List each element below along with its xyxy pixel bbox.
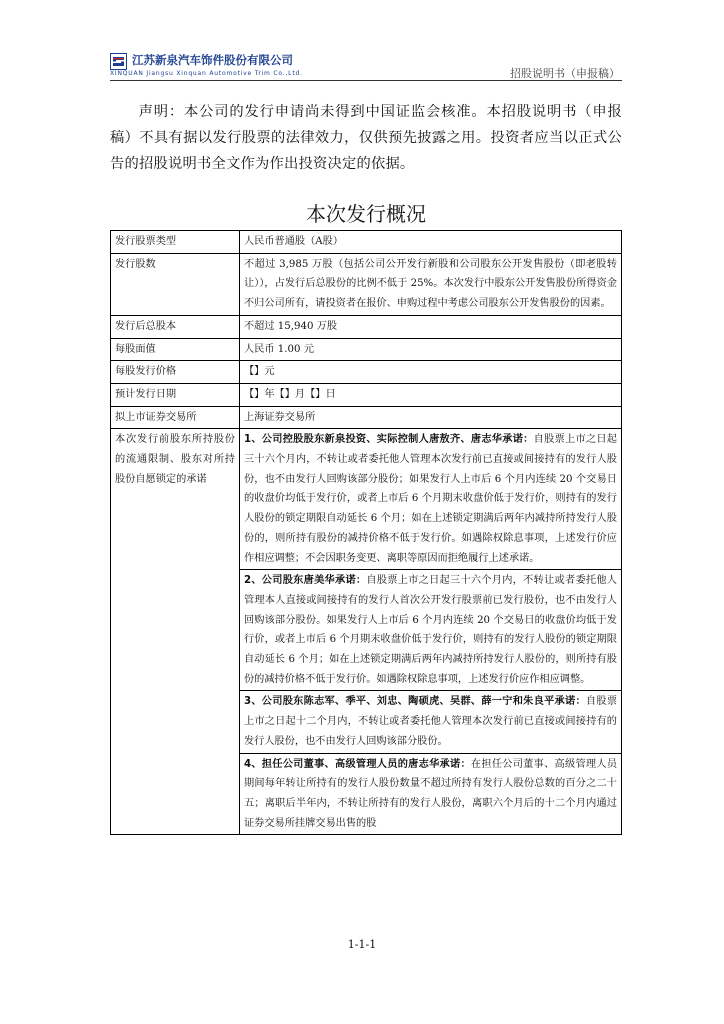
- commitment-title: 4、担任公司董事、高级管理人员的唐志华承诺：: [244, 758, 471, 770]
- commitment-item: [240, 690, 621, 751]
- row-label: 发行股票类型: [111, 231, 240, 254]
- row-label: 拟上市证券交易所: [111, 406, 240, 429]
- header-rule: [110, 80, 622, 81]
- xinquan-logo-icon: [110, 53, 127, 70]
- table-row: [111, 315, 622, 338]
- row-value: 不超过 3,985 万股（包括公司公开发行新股和公司股东公开发售股份（即老股转让）），占发行后总股份的比例不低于 25%。本次发行中股东公开发售股份所得资金不归公司所有，请投资者在报价、申购过程中考虑公司股东公开发售股份的因素。: [240, 253, 622, 315]
- row-value: 【】年【】月【】日: [240, 383, 622, 406]
- company-name-cn: 江苏新泉汽车饰件股份有限公司: [132, 53, 293, 67]
- row-label: 发行后总股本: [111, 315, 240, 338]
- row-label: 发行股数: [111, 253, 240, 315]
- disclaimer-statement: 声明：本公司的发行申请尚未得到中国证监会核准。本招股说明书（申报稿）不具有据以发行股票的法律效力，仅供预先披露之用。投资者应当以正式公告的招股说明书全文作为作出投资决定的依据。: [110, 104, 622, 172]
- commitment-title: 3、公司股东陈志军、季平、刘忠、陶硕虎、吴群、薛一宁和朱良平承诺：: [244, 696, 586, 708]
- page-header: [110, 50, 622, 82]
- commitment-body: 自股票上市之日起三十六个月内，不转让或者委托他人管理本人直接或间接持有的发行人首次公开发行股票前已发行股份，也不由发行人回购该部分股份。如果发行人上市后 6 个月内连续 20 个交易日的收盘价均低于发行价，或者上市后 6 个月期末收盘价低于发行价，则持有的发行人股份的锁定期限自动延长 6 个月；如在上述锁定期满后两年内减持所持发行人股份的，则所持有股份的减持价格不低于发行价。如遇除权除息事项，上述发行价应作相应调整。: [244, 575, 617, 685]
- row-value: 人民币普通股（A股）: [240, 231, 622, 254]
- section-title: 本次发行概况: [306, 202, 426, 226]
- row-label: 每股面值: [111, 338, 240, 361]
- table-row: [111, 406, 622, 429]
- commitment-body: 在担任公司董事、高级管理人员期间每年转让所持有的发行人股份数量不超过所持有发行人股份总数的百分之二十五；离职后半年内，不转让所持有的发行人股份，离职六个月后的十二个月内通过证券交易所挂牌交易出售的股: [244, 758, 618, 829]
- offering-overview-table: [110, 230, 622, 835]
- table-row: [111, 361, 622, 384]
- commitment-item: [240, 569, 621, 689]
- commitment-item: [240, 753, 621, 834]
- row-label: 本次发行前股东所持股份的流通限制、股东对所持股份自愿锁定的承诺: [111, 429, 240, 835]
- commitment-title: 2、公司股东唐美华承诺：: [244, 575, 367, 587]
- commitment-item: [244, 430, 617, 568]
- table-row: [111, 338, 622, 361]
- commitment-title: 1、公司控股股东新泉投资、实际控制人唐敖齐、唐志华承诺：: [244, 434, 534, 446]
- row-value: 上海证券交易所: [240, 406, 622, 429]
- row-value: [240, 429, 622, 835]
- row-value: 人民币 1.00 元: [240, 338, 622, 361]
- table-row: [111, 383, 622, 406]
- page-number: 1-1-1: [347, 938, 377, 951]
- table-row: [111, 231, 622, 254]
- row-label: 预计发行日期: [111, 383, 240, 406]
- row-label: 每股发行价格: [111, 361, 240, 384]
- commitment-body: 自股票上市之日起十二个月内，不转让或者委托他人管理本次发行前已直接或间接持有的发行人股份，也不由发行人回购该部分股份。: [244, 696, 618, 747]
- row-value: 【】元: [240, 361, 622, 384]
- commitment-body: 自股票上市之日起三十六个月内，不转让或者委托他人管理本次发行前已直接或间接持有的发行人股份，也不由发行人回购该部分股份；如果发行人上市后 6 个月内连续 20 个交易日的收盘价均低于发行价，或者上市后 6 个月期末收盘价低于发行价，则持有的发行人股份的锁定期限自动延长 6 个月；如在上述锁定期满后两年内减持所持发行人股份的，则所持有股份的减持价格不低于发行价。如遇除权除息事项，上述发行价应作相应调整；不会因职务变更、离职等原因而拒绝履行上述承诺。: [244, 434, 617, 564]
- table-row: [111, 429, 622, 835]
- company-name-en: XINQUAN Jiangsu Xinquan Automotive Trim Co.,Ltd.: [110, 70, 303, 77]
- row-value: 不超过 15,940 万股: [240, 315, 622, 338]
- table-row: [111, 253, 622, 315]
- document-tag: 招股说明书（申报稿）: [510, 67, 620, 80]
